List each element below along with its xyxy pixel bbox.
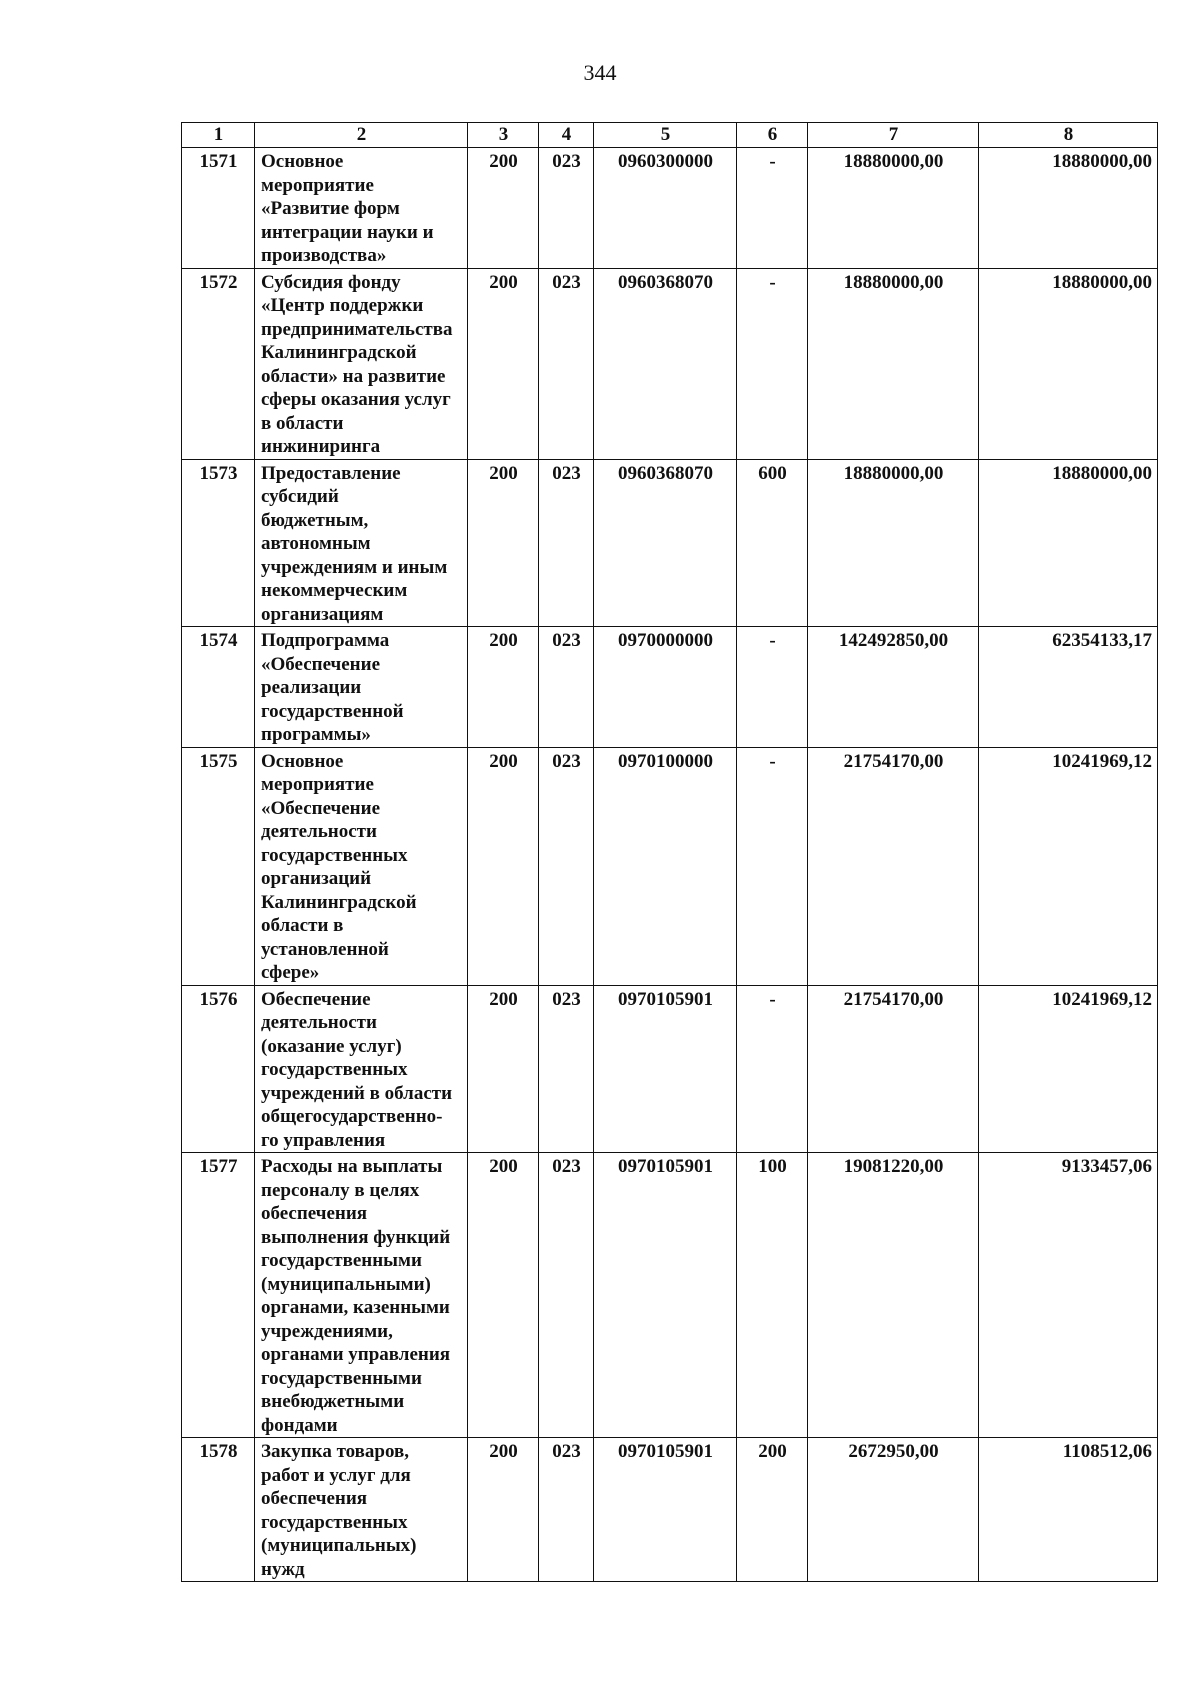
header-row [182,123,1158,148]
col-3-cell: 200 [468,1438,539,1582]
description-line: государственными [261,1250,422,1271]
description-line: предпринимательства [261,318,453,340]
description-line: общегосударственно- [261,1106,443,1127]
col-4-cell: 023 [539,747,594,985]
planned-amount-cell: 18880000,00 [808,268,979,459]
expense-type-cell: 100 [737,1153,808,1438]
table-row [182,268,1158,459]
description-line: области» на развитие [261,365,446,387]
description-line: Основное [261,151,344,172]
row-number: 1574 [182,627,255,748]
description-line: Субсидия фонду [261,271,401,293]
description-line: обеспечения [261,1203,368,1224]
description-line: Калининградской [261,891,417,913]
table-body [182,148,1158,1582]
description-line: Основное [261,750,344,772]
target-article-cell: 0960368070 [594,459,737,627]
description-line: некоммерческим [261,580,408,601]
target-article-cell: 0970105901 [594,1438,737,1582]
expense-type-cell: - [737,268,808,459]
col-3-cell: 200 [468,148,539,269]
description-line: Предоставление [261,462,401,484]
expense-type-cell: 600 [737,459,808,627]
description-line: нужд [261,1558,305,1580]
description-line: органами, казенными [261,1297,450,1318]
row-description [255,747,468,985]
row-number: 1578 [182,1438,255,1582]
row-description [255,627,468,748]
planned-amount-cell: 18880000,00 [808,148,979,269]
page-number: 344 [583,60,617,85]
column-header-4: 4 [539,123,594,148]
description-line: (оказание услуг) [261,1035,402,1057]
table-header [182,123,1158,148]
description-line: учреждениями, [261,1320,393,1342]
table-row [182,148,1158,269]
description-line: сфере» [261,962,320,983]
description-line: выполнения функций [261,1226,451,1248]
executed-amount-cell: 1108512,06 [979,1438,1158,1582]
expense-type-cell: 200 [737,1438,808,1582]
description-line: в области [261,412,344,434]
description-line: Закупка товаров, [261,1441,410,1462]
table-row [182,1438,1158,1582]
expense-type-cell: - [737,747,808,985]
planned-amount-cell: 2672950,00 [808,1438,979,1582]
row-number: 1575 [182,747,255,985]
expense-type-cell: - [737,627,808,748]
description-line: инжиниринга [261,436,381,457]
column-header-6: 6 [737,123,808,148]
description-line: обеспечения [261,1488,368,1509]
column-header-8: 8 [979,123,1158,148]
description-line: установленной [261,938,389,960]
col-3-cell: 200 [468,268,539,459]
description-line: мероприятие [261,174,374,196]
col-4-cell: 023 [539,459,594,627]
col-3-cell: 200 [468,627,539,748]
row-number: 1571 [182,148,255,269]
description-line: «Развитие форм [261,198,400,219]
expense-type-cell: - [737,148,808,269]
planned-amount-cell: 21754170,00 [808,985,979,1153]
description-line: Калининградской [261,342,417,363]
target-article-cell: 0960300000 [594,148,737,269]
table-row [182,1153,1158,1438]
row-description [255,268,468,459]
description-line: органами управления [261,1344,451,1365]
description-line: Обеспечение [261,988,371,1010]
table-row [182,985,1158,1153]
executed-amount-cell: 9133457,06 [979,1153,1158,1438]
description-line: области в [261,915,344,936]
target-article-cell: 0960368070 [594,268,737,459]
description-line: интеграции науки и [261,221,434,243]
target-article-cell: 0970105901 [594,1153,737,1438]
planned-amount-cell: 21754170,00 [808,747,979,985]
row-description [255,148,468,269]
row-description [255,459,468,627]
row-description [255,1153,468,1438]
description-line: (муниципальными) [261,1273,431,1295]
executed-amount-cell: 10241969,12 [979,985,1158,1153]
description-line: государственных [261,1511,408,1533]
description-line: мероприятие [261,774,374,795]
description-line: сферы оказания услуг [261,389,451,410]
budget-table [181,122,1158,1582]
target-article-cell: 0970105901 [594,985,737,1153]
column-header-7: 7 [808,123,979,148]
description-line: государственных [261,844,408,866]
executed-amount-cell: 18880000,00 [979,459,1158,627]
description-line: деятельности [261,821,377,842]
description-line: государственной [261,700,404,722]
col-3-cell: 200 [468,459,539,627]
description-line: производства» [261,245,387,266]
row-description [255,985,468,1153]
executed-amount-cell: 18880000,00 [979,268,1158,459]
description-line: персоналу в целях [261,1179,420,1201]
description-line: организаций [261,868,372,889]
row-number: 1576 [182,985,255,1153]
column-header-1: 1 [182,123,255,148]
target-article-cell: 0970000000 [594,627,737,748]
executed-amount-cell: 62354133,17 [979,627,1158,748]
description-line: субсидий [261,486,339,507]
col-4-cell: 023 [539,627,594,748]
executed-amount-cell: 18880000,00 [979,148,1158,269]
description-line: Подпрограмма [261,630,390,651]
target-article-cell: 0970100000 [594,747,737,985]
table-row [182,627,1158,748]
description-line: учреждениям и иным [261,556,448,578]
description-line: «Обеспечение [261,653,381,675]
column-header-2: 2 [255,123,468,148]
table-row [182,747,1158,985]
description-line: учреждений в области [261,1082,453,1104]
executed-amount-cell: 10241969,12 [979,747,1158,985]
planned-amount-cell: 18880000,00 [808,459,979,627]
description-line: го управления [261,1129,386,1151]
description-line: работ и услуг для [261,1464,411,1486]
expense-type-cell: - [737,985,808,1153]
col-4-cell: 023 [539,985,594,1153]
description-line: реализации [261,677,362,698]
description-line: Расходы на выплаты [261,1156,443,1177]
table-row [182,459,1158,627]
col-4-cell: 023 [539,1438,594,1582]
col-3-cell: 200 [468,1153,539,1438]
description-line: фондами [261,1414,338,1436]
description-line: автономным [261,533,371,554]
description-line: «Обеспечение [261,797,381,819]
col-3-cell: 200 [468,985,539,1153]
description-line: внебюджетными [261,1391,405,1412]
description-line: деятельности [261,1012,377,1033]
description-line: программы» [261,724,371,745]
row-number: 1572 [182,268,255,459]
row-number: 1577 [182,1153,255,1438]
description-line: государственными [261,1367,422,1389]
description-line: государственных [261,1059,408,1080]
column-header-3: 3 [468,123,539,148]
row-description [255,1438,468,1582]
col-4-cell: 023 [539,148,594,269]
col-4-cell: 023 [539,268,594,459]
description-line: организациям [261,603,384,625]
row-number: 1573 [182,459,255,627]
description-line: (муниципальных) [261,1535,417,1556]
column-header-5: 5 [594,123,737,148]
col-3-cell: 200 [468,747,539,985]
description-line: бюджетным, [261,509,369,531]
planned-amount-cell: 19081220,00 [808,1153,979,1438]
col-4-cell: 023 [539,1153,594,1438]
description-line: «Центр поддержки [261,295,424,316]
planned-amount-cell: 142492850,00 [808,627,979,748]
